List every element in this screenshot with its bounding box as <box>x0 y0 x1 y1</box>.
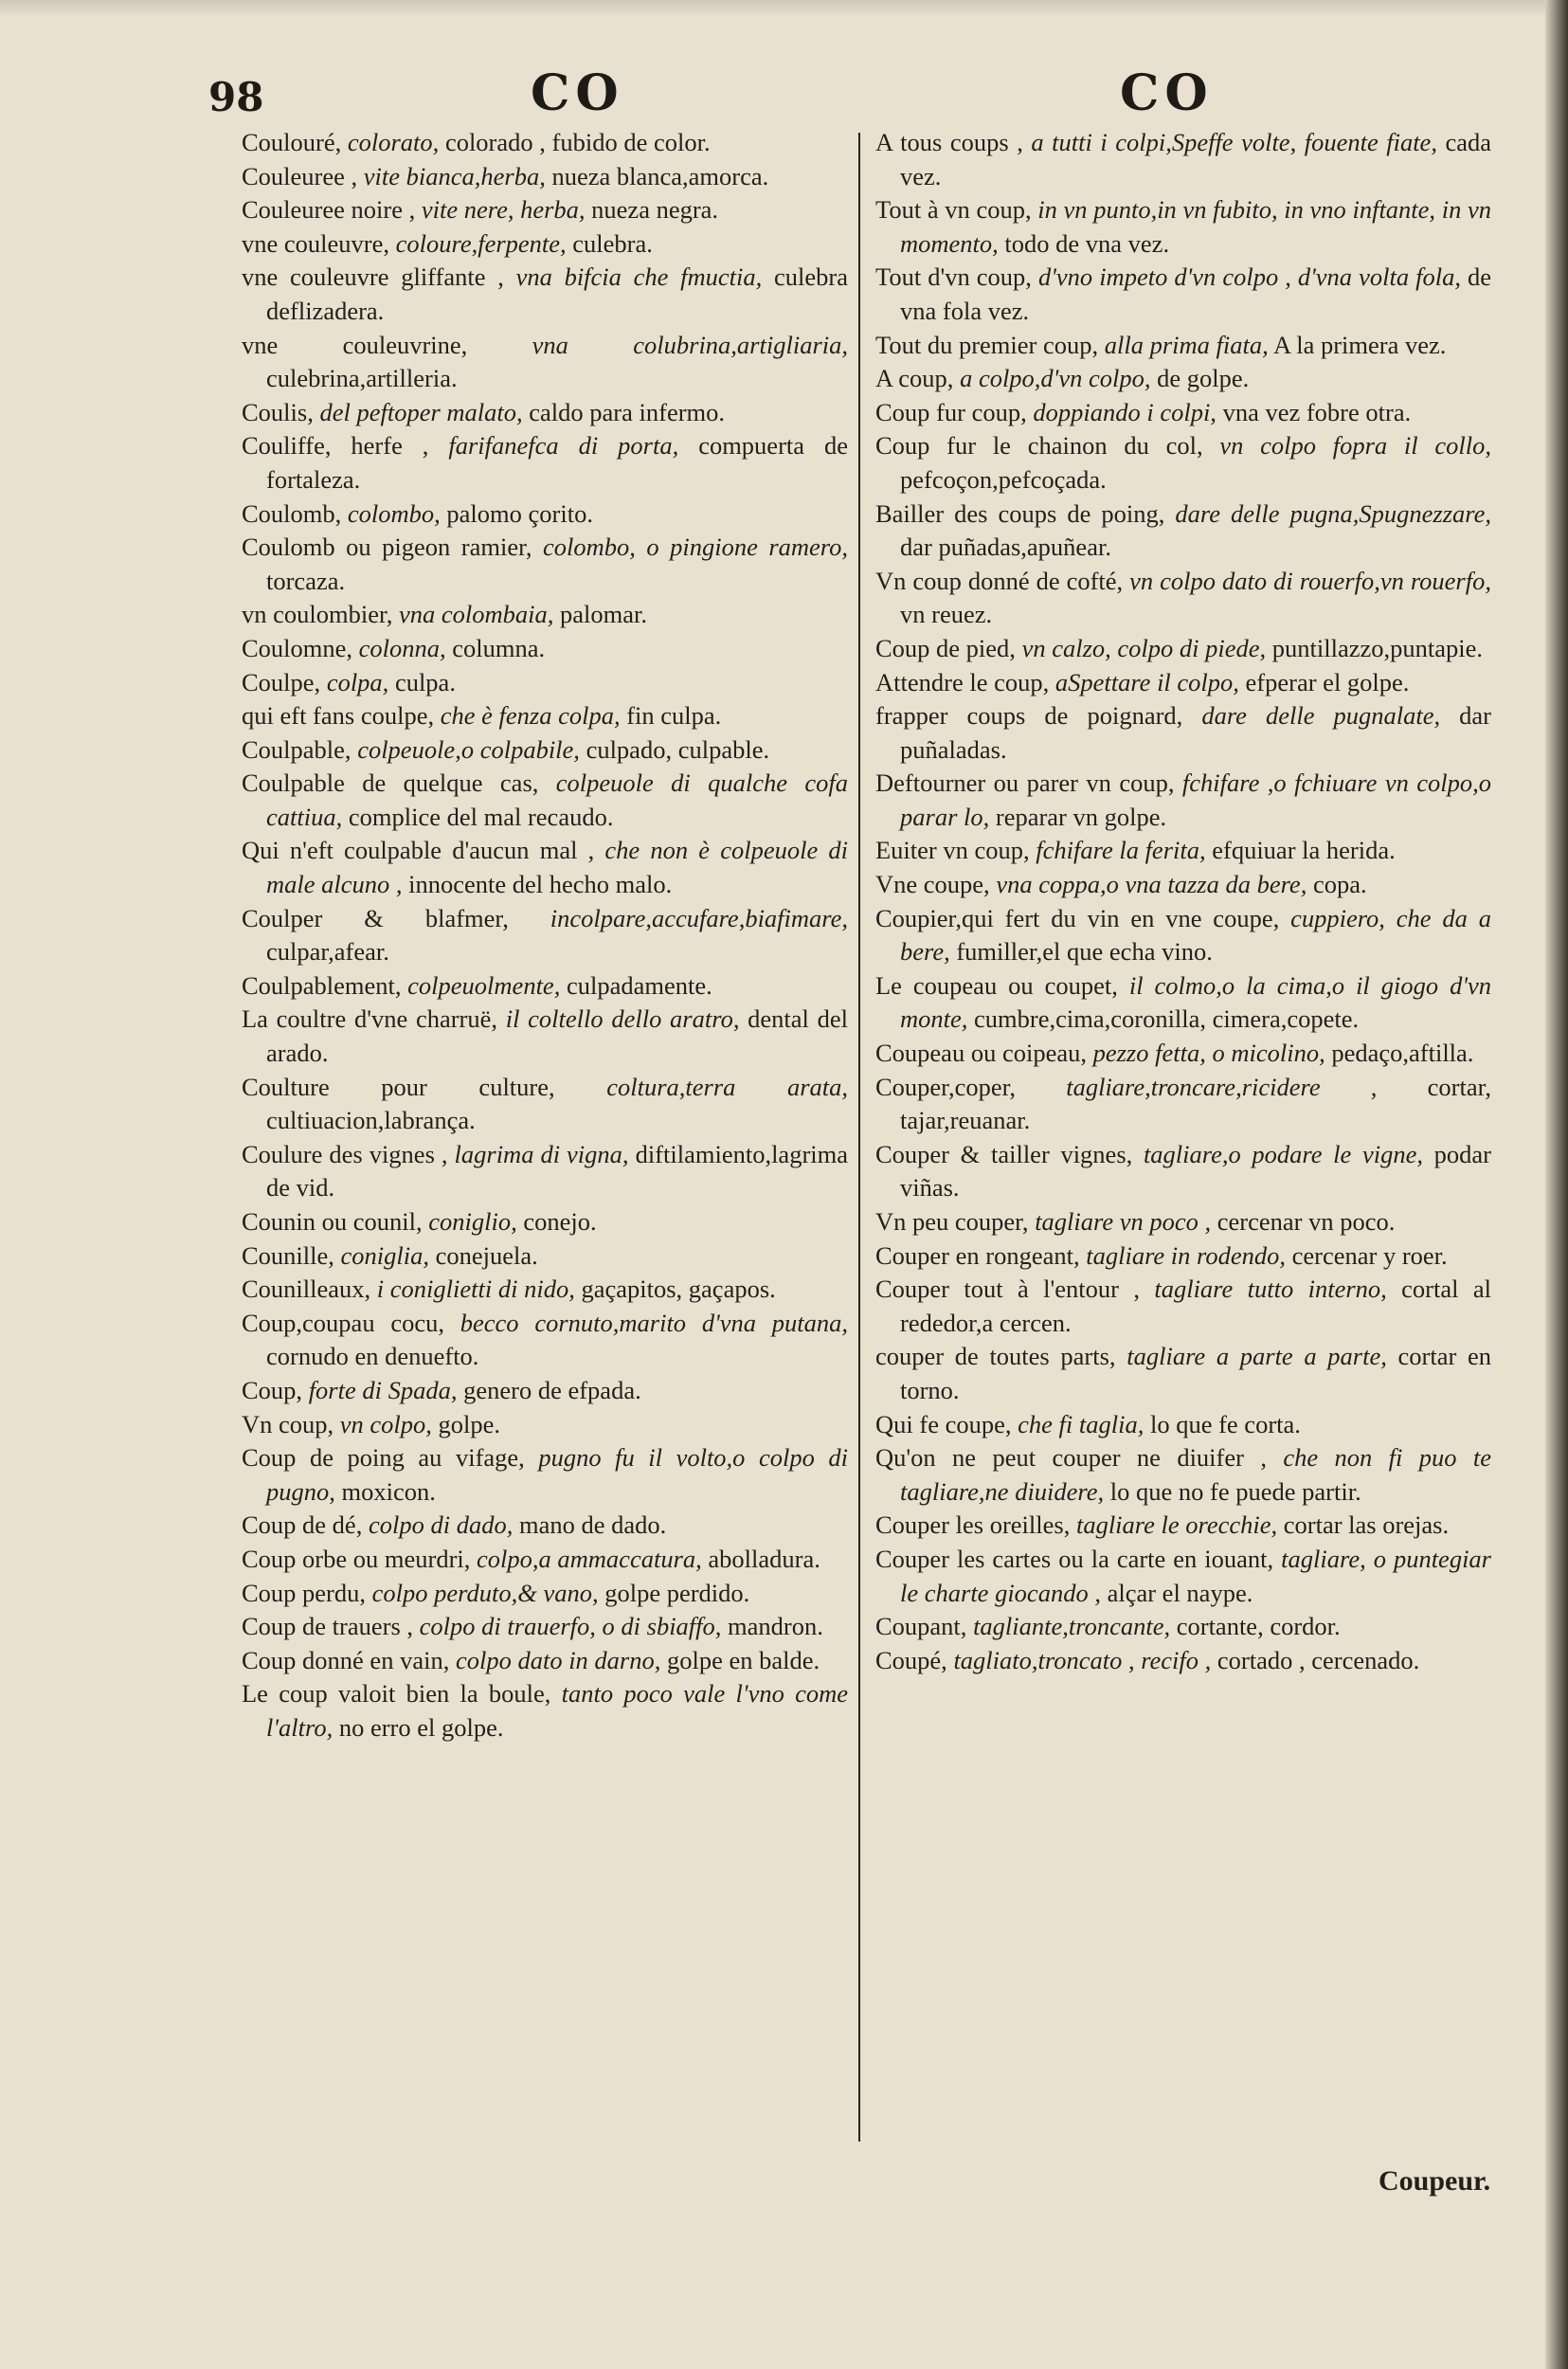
entry-italian: tagliare a parte a parte, <box>1126 1342 1387 1371</box>
entry-spanish: compuerta de fortaleza. <box>266 431 848 494</box>
entry-french: Coup de trauers , <box>242 1612 414 1641</box>
entry-french: couper de toutes parts, <box>875 1342 1116 1371</box>
entry-italian: colonna, <box>358 633 446 662</box>
entry-spanish: pedaço,aftilla. <box>1331 1039 1474 1068</box>
entry-french: Coulpablement, <box>242 970 402 1000</box>
entry-spanish: culebrina,artilleria. <box>266 364 458 393</box>
running-head-left: CO <box>531 64 624 122</box>
entry-french: Coulouré, <box>242 128 342 156</box>
entry-spanish: fin culpa. <box>626 701 722 731</box>
entry-italian: tagliare tutto interno, <box>1154 1275 1387 1304</box>
entry-spanish: palomo çorito. <box>446 498 593 528</box>
dictionary-entry <box>242 1374 848 1408</box>
entry-italian: a tutti i colpi,Speffe volte, fouente fiate, <box>1031 128 1437 156</box>
dictionary-entry <box>242 227 848 262</box>
entry-french: Coulomne, <box>242 633 353 662</box>
entry-italian: colombo, o pingione ramero, <box>542 533 848 562</box>
entry-spanish: cortar, tajar,reuanar. <box>900 1072 1492 1135</box>
dictionary-entry <box>875 632 1491 666</box>
entry-italian: vite nere, herba, <box>421 195 586 225</box>
entry-spanish: columna. <box>452 633 546 662</box>
entry-italian: fchifare ,o fchiuare vn colpo,o parar lo, <box>900 769 1492 831</box>
entry-french: Vn coup, <box>242 1409 334 1438</box>
entry-spanish: fumiller,el que echa vino. <box>956 937 1213 967</box>
entry-spanish: cercenar y roer. <box>1291 1240 1448 1270</box>
entry-french: Coulpe, <box>242 667 321 696</box>
dictionary-entry <box>875 1644 1491 1678</box>
dictionary-entry <box>242 969 848 1004</box>
entry-italian: colpo di dado, <box>368 1510 514 1540</box>
entry-spanish: conejuela. <box>435 1240 538 1270</box>
entry-french: Coup,coupau cocu, <box>242 1308 444 1337</box>
dictionary-entry <box>875 1037 1491 1071</box>
page-top-edge <box>0 0 1568 17</box>
entry-french: Couper en rongeant, <box>875 1240 1080 1270</box>
entry-french: Couper & tailler vignes, <box>875 1139 1133 1168</box>
dictionary-entry <box>242 1509 848 1543</box>
dictionary-entry <box>242 1239 848 1274</box>
entry-italian: vn calzo, colpo di piede, <box>1021 633 1267 662</box>
entry-spanish: cultiuacion,labrança. <box>266 1106 476 1135</box>
entry-italian: tagliante,troncante, <box>973 1612 1171 1641</box>
entry-french: vne couleuvre, <box>242 228 389 258</box>
entry-italian: tagliato,troncato , recifo , <box>953 1645 1212 1674</box>
entry-spanish: torcaza. <box>266 566 346 595</box>
entry-french: Euiter vn coup, <box>875 836 1030 865</box>
entry-italian: dare delle pugnalate, <box>1201 701 1441 731</box>
right-column <box>875 126 1491 1677</box>
entry-spanish: colorado , fubido de color. <box>444 128 711 156</box>
dictionary-entry <box>875 193 1491 261</box>
dictionary-entry <box>242 1543 848 1577</box>
dictionary-entry <box>242 1273 848 1307</box>
dictionary-entry <box>875 1441 1491 1509</box>
dictionary-entry <box>242 1071 848 1138</box>
entry-french: Counin ou counil, <box>242 1207 423 1236</box>
entry-french: Couper les oreilles, <box>875 1510 1071 1540</box>
left-column <box>242 126 848 1745</box>
entry-french: Coup fur coup, <box>875 397 1027 426</box>
entry-spanish: golpe en balde. <box>667 1645 820 1674</box>
entry-spanish: cada vez. <box>900 128 1492 190</box>
dictionary-entry <box>875 666 1491 700</box>
entry-french: Coup de pied, <box>875 633 1016 662</box>
entry-spanish: cortante, cordor. <box>1176 1612 1341 1641</box>
entry-french: Vne coupe, <box>875 870 990 899</box>
entry-italian: vn colpo dato di rouerfo,vn rouerfo, <box>1129 566 1491 595</box>
entry-italian: colpo di trauerfo, o di sbiaffo, <box>419 1612 722 1641</box>
entry-french: Coulomb ou pigeon ramier, <box>242 533 532 562</box>
entry-french: Coupé, <box>875 1645 947 1674</box>
entry-spanish: alçar el naype. <box>1107 1578 1253 1607</box>
entry-spanish: dental del arado. <box>266 1004 849 1068</box>
entry-french: Couper,coper, <box>875 1072 1016 1101</box>
entry-italian: vn colpo, <box>339 1409 432 1438</box>
entry-italian: tagliare in rodendo, <box>1086 1240 1287 1270</box>
entry-spanish: golpe. <box>438 1409 501 1438</box>
entry-french: Counille, <box>242 1240 334 1270</box>
entry-spanish: genero de efpada. <box>463 1375 641 1404</box>
dictionary-entry <box>875 699 1491 767</box>
entry-spanish: abolladura. <box>708 1544 820 1573</box>
dictionary-entry <box>875 565 1491 632</box>
dictionary-entry <box>242 1138 848 1205</box>
entry-italian: a colpo,d'vn colpo, <box>960 364 1151 393</box>
column-divider <box>858 133 860 2142</box>
entry-italian: tagliare le orecchie, <box>1075 1510 1278 1540</box>
entry-italian: farifanefca di porta, <box>448 431 679 461</box>
dictionary-entry <box>875 868 1491 902</box>
entry-italian: vna colombaia, <box>399 600 554 629</box>
dictionary-entry <box>242 767 848 834</box>
entry-spanish: culebra. <box>572 228 653 258</box>
dictionary-entry <box>875 429 1491 497</box>
entry-french: Tout à vn coup, <box>875 195 1032 225</box>
entry-italian: tagliare vn poco , <box>1035 1207 1212 1236</box>
entry-spanish: lo que fe corta. <box>1149 1409 1301 1438</box>
dictionary-entry <box>242 1677 848 1745</box>
entry-french: vne couleuvre gliffante , <box>242 262 504 292</box>
entry-italian: colpo,a ammaccatura, <box>477 1544 702 1573</box>
entry-french: Qui fe coupe, <box>875 1409 1012 1438</box>
entry-french: A coup, <box>875 364 954 393</box>
dictionary-entry <box>875 126 1491 193</box>
entry-french: Couleuree , <box>242 161 358 190</box>
entry-french: qui eft fans coulpe, <box>242 701 435 731</box>
entry-italian: vna coppa,o vna tazza da bere, <box>996 870 1307 899</box>
dictionary-entry <box>875 497 1491 565</box>
dictionary-entry <box>242 193 848 227</box>
entry-italian: colpa, <box>326 667 389 696</box>
entry-french: frapper coups de poignard, <box>875 701 1183 731</box>
entry-italian: vna bifcia che fmuctia, <box>515 262 763 292</box>
entry-italian: vite bianca,herba, <box>363 161 546 190</box>
entry-italian: pugno fu il volto,o colpo di pugno, <box>266 1443 848 1506</box>
entry-italian: incolpare,accufare,biafimare, <box>550 903 849 932</box>
entry-french: Couper les cartes ou la carte en iouant, <box>875 1544 1274 1573</box>
entry-italian: colpeuolmente, <box>407 970 561 1000</box>
entry-italian: i coniglietti di nido, <box>376 1275 575 1304</box>
entry-french: Coulture pour culture, <box>242 1072 555 1101</box>
entry-french: Le coup valoit bien la boule, <box>242 1679 551 1709</box>
entry-italian: forte di Spada, <box>308 1375 458 1404</box>
entry-french: Coulomb, <box>242 498 342 528</box>
entry-italian: tanto poco vale l'vno come l'altro, <box>266 1679 849 1742</box>
entry-spanish: culpar,afear. <box>266 937 389 967</box>
entry-italian: colpeuole,o colpabile, <box>357 734 580 764</box>
entry-italian: pezzo fetta, o micolino, <box>1092 1039 1325 1068</box>
entry-spanish: A la primera vez. <box>1272 330 1447 359</box>
entry-italian: colpeuole di qualche cofa cattiua, <box>266 769 848 831</box>
dictionary-entry <box>875 1138 1491 1205</box>
entry-french: Couliffe, herfe , <box>242 431 429 461</box>
dictionary-entry <box>242 261 848 328</box>
dictionary-entry <box>242 902 848 969</box>
entry-french: Counilleaux, <box>242 1275 371 1304</box>
entry-spanish: cortar las orejas. <box>1283 1510 1450 1540</box>
entry-spanish: caldo para infermo. <box>529 397 726 426</box>
dictionary-entry <box>875 1071 1491 1138</box>
dictionary-entry <box>875 902 1491 969</box>
entry-french: Vn peu couper, <box>875 1207 1029 1236</box>
entry-french: Tout d'vn coup, <box>875 262 1032 292</box>
dictionary-entry <box>242 666 848 700</box>
entry-spanish: cortar en torno. <box>900 1342 1491 1404</box>
entry-spanish: cornudo en denuefto. <box>266 1342 479 1371</box>
entry-french: Coup de poing au vifage, <box>242 1443 525 1473</box>
entry-french: Coup perdu, <box>242 1578 367 1607</box>
entry-french: Coupant, <box>875 1612 967 1641</box>
dictionary-entry <box>242 126 848 160</box>
dictionary-entry <box>875 1610 1491 1644</box>
entry-spanish: vna vez fobre otra. <box>1222 397 1412 426</box>
entry-spanish: dar puñaladas. <box>900 701 1492 764</box>
entry-spanish: puntillazzo,puntapie. <box>1271 633 1484 662</box>
dictionary-entry <box>875 767 1491 834</box>
entry-spanish: golpe perdido. <box>604 1578 750 1607</box>
dictionary-entry <box>875 329 1491 363</box>
entry-spanish: culpadamente. <box>566 970 712 1000</box>
running-head-right: CO <box>1120 64 1214 122</box>
entry-italian: tagliare,o podare le vigne, <box>1143 1139 1423 1168</box>
dictionary-entry <box>875 834 1491 868</box>
entry-spanish: gaçapitos, gaçapos. <box>581 1275 776 1304</box>
entry-french: Le coupeau ou coupet, <box>875 970 1118 1000</box>
entry-french: vne couleuvrine, <box>242 330 468 359</box>
entry-spanish: mano de dado. <box>518 1510 667 1540</box>
dictionary-entry <box>875 1408 1491 1442</box>
entry-spanish: innocente del hecho malo. <box>408 870 673 899</box>
entry-french: Qui n'eft coulpable d'aucun mal , <box>242 836 595 865</box>
entry-italian: alla prima fiata, <box>1104 330 1269 359</box>
entry-italian: il coltello dello aratro, <box>505 1004 740 1034</box>
entry-spanish: moxicon. <box>341 1476 436 1506</box>
entry-french: Tout du premier coup, <box>875 330 1099 359</box>
entry-french: Coulpable, <box>242 734 351 764</box>
dictionary-entry <box>875 261 1491 328</box>
entry-spanish: cortal al rededor,a cercen. <box>900 1275 1491 1337</box>
entry-spanish: lo que no fe puede partir. <box>1109 1476 1361 1506</box>
entry-italian: coniglia, <box>340 1240 430 1270</box>
entry-italian: colombo, <box>347 498 441 528</box>
entry-spanish: palomar. <box>560 600 648 629</box>
entry-french: Coup orbe ou meurdri, <box>242 1544 471 1573</box>
dictionary-entry <box>875 362 1491 396</box>
entry-french: La coultre d'vne charruë, <box>242 1004 498 1034</box>
entry-french: Attendre le coup, <box>875 667 1050 696</box>
entry-french: Coup, <box>242 1375 303 1404</box>
dictionary-entry <box>242 1644 848 1678</box>
catchword: Coupeur. <box>1379 2165 1491 2197</box>
entry-italian: becco cornuto,marito d'vna putana, <box>460 1308 848 1337</box>
entry-french: Bailler des coups de poing, <box>875 498 1165 528</box>
dictionary-entry <box>242 1307 848 1374</box>
dictionary-entry <box>242 1577 848 1611</box>
dictionary-entry <box>875 1340 1491 1407</box>
entry-italian: coloure,ferpente, <box>395 228 567 258</box>
dictionary-entry <box>242 160 848 194</box>
dictionary-entry <box>875 1509 1491 1543</box>
entry-italian: che fi taglia, <box>1018 1409 1144 1438</box>
entry-french: Deftourner ou parer vn coup, <box>875 769 1175 798</box>
entry-spanish: efperar el golpe. <box>1245 667 1410 696</box>
dictionary-entry <box>242 497 848 532</box>
entry-spanish: vn reuez. <box>900 600 993 629</box>
entry-spanish: cercenar vn poco. <box>1217 1207 1396 1236</box>
dictionary-entry <box>875 1205 1491 1239</box>
entry-french: Coulis, <box>242 397 314 426</box>
entry-italian: colorato, <box>347 128 440 156</box>
entry-italian: vna colubrina,artigliaria, <box>532 330 848 359</box>
entry-italian: tagliare,troncare,ricidere , <box>1066 1072 1378 1101</box>
entry-italian: colpo perduto,& vano, <box>371 1578 599 1607</box>
entry-italian: cuppiero, che da a bere, <box>900 903 1491 967</box>
entry-italian: coltura,terra arata, <box>606 1072 848 1101</box>
dictionary-entry <box>242 1441 848 1509</box>
entry-italian: in vn punto,in vn fubito, in vno inftante, in vn momento, <box>900 195 1492 258</box>
dictionary-entry <box>242 1408 848 1442</box>
entry-italian: tagliare, o puntegiar le charte giocando , <box>900 1544 1491 1607</box>
entry-spanish: nueza blanca,amorca. <box>551 161 769 190</box>
entry-italian: fchifare la ferita, <box>1036 836 1206 865</box>
dictionary-entry <box>242 699 848 733</box>
dictionary-entry <box>875 1543 1491 1610</box>
entry-italian: del peftoper malato, <box>319 397 523 426</box>
entry-spanish: cortado , cercenado. <box>1217 1645 1420 1674</box>
entry-italian: vn colpo fopra il collo, <box>1219 431 1491 461</box>
entry-italian: colpo dato in darno, <box>455 1645 661 1674</box>
entry-french: Coupier,qui fert du vin en vne coupe, <box>875 903 1280 932</box>
entry-french: Coulper & blafmer, <box>242 903 509 932</box>
entry-french: Coulpable de quelque cas, <box>242 769 539 798</box>
entry-spanish: complice del mal recaudo. <box>348 802 614 831</box>
entry-italian: che non è colpeuole di male alcuno , <box>266 836 848 899</box>
dictionary-entry <box>242 733 848 768</box>
entry-french: Couleuree noire , <box>242 195 416 225</box>
entry-spanish: de vna fola vez. <box>900 262 1492 325</box>
entry-italian: dare delle pugna,Spugnezzare, <box>1175 498 1492 528</box>
dictionary-entry <box>242 1610 848 1644</box>
dictionary-entry <box>875 396 1491 430</box>
entry-spanish: todo de vna vez. <box>1004 228 1170 258</box>
entry-spanish: conejo. <box>523 1207 597 1236</box>
page-number: 98 <box>208 74 264 120</box>
entry-italian: coniglio, <box>428 1207 517 1236</box>
entry-french: vn coulombier, <box>242 600 393 629</box>
entry-spanish: nueza negra. <box>591 195 719 225</box>
entry-spanish: de golpe. <box>1157 364 1250 393</box>
dictionary-entry <box>242 531 848 598</box>
entry-spanish: no erro el golpe. <box>338 1712 504 1742</box>
entry-spanish: dar puñadas,apuñear. <box>900 533 1111 562</box>
entry-french: Couper tout à l'entour , <box>875 1275 1140 1304</box>
dictionary-entry <box>242 1003 848 1070</box>
entry-french: Coup fur le chainon du col, <box>875 431 1203 461</box>
entry-spanish: cumbre,cima,coronilla, cimera,copete. <box>974 1004 1360 1034</box>
dictionary-entry <box>242 329 848 396</box>
entry-spanish: culpa. <box>394 667 456 696</box>
dictionary-entry <box>242 834 848 901</box>
entry-italian: che è fenza colpa, <box>440 701 621 731</box>
entry-french: Qu'on ne peut couper ne diuifer , <box>875 1443 1267 1473</box>
entry-spanish: efquiuar la herida. <box>1212 836 1396 865</box>
dictionary-entry <box>242 429 848 497</box>
entry-spanish: culpado, culpable. <box>586 734 770 764</box>
entry-french: A tous coups , <box>875 128 1023 156</box>
entry-spanish: copa. <box>1312 870 1367 899</box>
dictionary-entry <box>875 1273 1491 1340</box>
dictionary-entry <box>875 969 1491 1037</box>
entry-french: Coupeau ou coipeau, <box>875 1039 1087 1068</box>
entry-french: Vn coup donné de cofté, <box>875 566 1124 595</box>
dictionary-entry <box>242 598 848 632</box>
book-gutter-shadow <box>1545 0 1568 2369</box>
entry-italian: lagrima di vigna, <box>454 1139 629 1168</box>
entry-italian: d'vno impeto d'vn colpo , d'vna volta fola, <box>1037 262 1461 292</box>
dictionary-entry <box>242 632 848 666</box>
entry-spanish: pefcoçon,pefcoçada. <box>900 464 1107 494</box>
dictionary-entry <box>242 1205 848 1239</box>
entry-spanish: diftilamiento,lagrima de vid. <box>266 1139 849 1203</box>
entry-italian: che non fi puo te tagliare,ne diuidere, <box>900 1443 1492 1506</box>
entry-french: Coulure des vignes , <box>242 1139 448 1168</box>
dictionary-entry <box>875 1239 1491 1274</box>
entry-spanish: reparar vn golpe. <box>995 802 1167 831</box>
entry-italian: il colmo,o la cima,o il giogo d'vn monte, <box>900 970 1492 1034</box>
entry-french: Coup donné en vain, <box>242 1645 450 1674</box>
entry-italian: doppiando i colpi, <box>1033 397 1217 426</box>
entry-italian: aSpettare il colpo, <box>1054 667 1239 696</box>
dictionary-entry <box>242 396 848 430</box>
entry-french: Coup de dé, <box>242 1510 363 1540</box>
entry-spanish: culebra deflizadera. <box>266 262 848 325</box>
entry-spanish: mandron. <box>728 1612 823 1641</box>
entry-spanish: podar viñas. <box>900 1139 1491 1203</box>
